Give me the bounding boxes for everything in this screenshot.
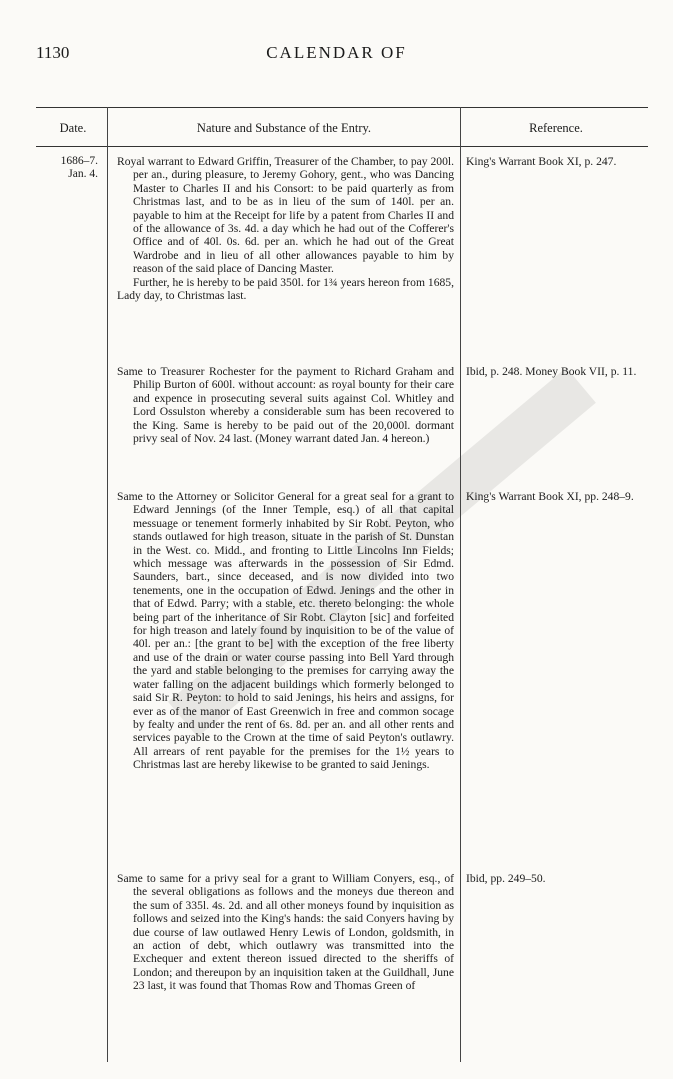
entry-reference: King's Warrant Book XI, pp. 248–9.	[466, 490, 634, 503]
entry-text	[117, 872, 454, 993]
entry-paragraph: Royal warrant to Edward Griffin, Treasurer of the Chamber, to pay 200l. per an., during pleasure, to Jeremy Gohory, gent., who was Dancing Master to Charles II and his Consort: to be paid quarterly as from Christmas last, and to be as in lieu of the sum of 140l. per an. payable to him at the Receipt for life by a patent from Charles II and of the allowance of 3s. 4d. a day which he had out of the Cofferer's Office and of 40l. 0s. 6d. per an. which he had out of the Great Wardrobe and in lieu of all other allowances payable to him by reason of the said place of Dancing Master.	[117, 155, 454, 276]
entry-reference: King's Warrant Book XI, p. 247.	[466, 155, 617, 168]
entry-text	[117, 155, 454, 302]
running-head: CALENDAR OF	[266, 43, 407, 62]
entry-date-day: Jan. 4.	[68, 168, 98, 180]
entry-reference: Ibid, pp. 249–50.	[466, 872, 546, 885]
column-divider-left	[107, 107, 108, 1062]
entry-text	[117, 490, 454, 772]
table-header-rule	[36, 146, 648, 147]
entry-paragraph: Same to Treasurer Rochester for the payment to Richard Graham and Philip Burton of 600l. without account: as royal bounty for their care and expence in prosecuting several suits against Col. Whitley and Lord Ossulston whereby a considerable sum has been recovered to the King. Same is hereby to be paid out of the 20,000l. dormant privy seal of Nov. 24 last. (Money warrant dated Jan. 4 hereon.)	[117, 365, 454, 446]
entry-date-year: 1686–7.	[60, 155, 98, 167]
entry-text	[117, 365, 454, 445]
table-top-rule	[36, 107, 648, 108]
column-header-nature: Nature and Substance of the Entry.	[196, 121, 372, 135]
entry-paragraph: Same to the Attorney or Solicitor General for a great seal for a grant to Edward Jennings (of the Inner Temple, esq.) of all that capital messuage or tenement formerly inhabited by Sir Robt. Peyton, who stands outlawed for high treason, situate in the parish of St. Dunstan in the West. co. Midd., and fronting to Little Lincolns Inn Fields; which message was afterwards in the possession of Sir Edmd. Saunders, bart., since deceased, and is now divided into two tenements, one in the occupation of Edwd. Jenings and the other in that of Edwd. Parry; with a stable, etc. thereto belonging: the whole being part of the inheritance of Sir Robt. Clayton [sic] and forfeited for high treason and lately found by inquisition to be of the value of 40l. per an.: [the grant to be] with the exception of the free liberty and use of the drain or water course passing into Bell Yard through the yard and stable belonging to the premises for carrying away the water falling on the adjacent buildings which formerly belonged to said Sir R. Peyton: to hold to said Jenings, his heirs and assigns, for ever as of the manor of East Greenwich in free and common socage by fealty and under the rent of 6s. 8d. per an. and all other rents and services payable to the Crown at the time of said Peyton's outlawry. All arrears of rent payable for the premises for the 1½ years to Christmas last are hereby likewise to be granted to said Jenings.	[117, 490, 454, 772]
entry-paragraph: Same to same for a privy seal for a grant to William Conyers, esq., of the several obligations as follows and the moneys due thereon and the sum of 335l. 4s. 2d. and all other moneys found by inquisition as follows and seized into the King's hands: the said Conyers having by due course of law outlawed Henry Lewis of London, goldsmith, in an action of debt, which outlawry was transmitted into the Exchequer and extent thereon issued directed to the sheriffs of London; and thereupon by an inquisition taken at the Guildhall, June 23 last, it was found that Thomas Row and Thomas Green of	[117, 872, 454, 993]
column-divider-right	[460, 107, 461, 1062]
column-header-reference: Reference.	[529, 121, 583, 135]
entry-paragraph: Further, he is hereby to be paid 350l. for 1¾ years hereon from 1685, Lady day, to Christmas last.	[117, 275, 454, 303]
page-number: 1130	[36, 43, 70, 62]
entry-reference: Ibid, p. 248. Money Book VII, p. 11.	[466, 365, 637, 378]
column-header-date: Date.	[59, 121, 87, 135]
